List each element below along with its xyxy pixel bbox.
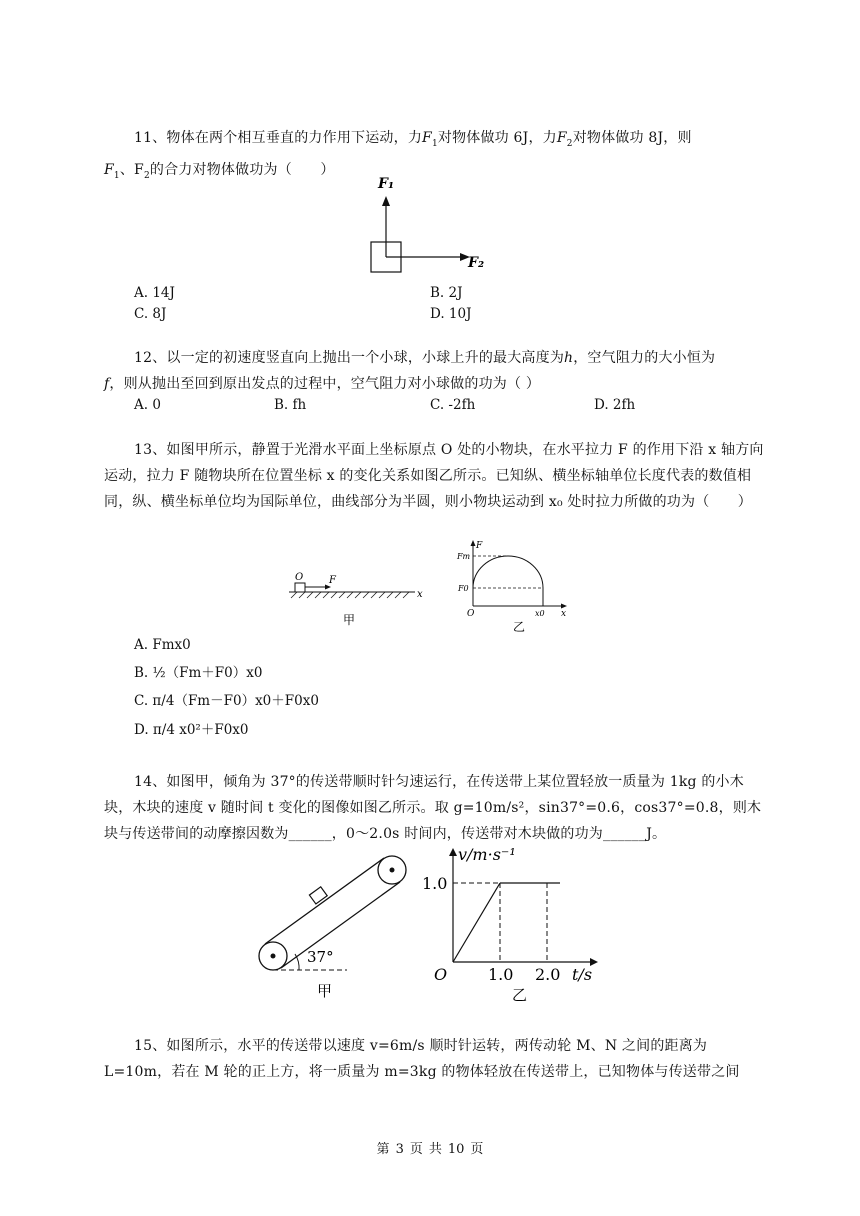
vt-x-axis-label: t/s: [572, 965, 593, 984]
q13-option-b[interactable]: B. ½（Fm＋F0）x0: [134, 665, 263, 681]
vt-y-axis-label: v/m·s⁻¹: [458, 845, 516, 864]
q13-option-a[interactable]: A. Fmx0: [134, 637, 191, 653]
question-11-text: 11、物体在两个相互垂直的力作用下运动，力$F_1$对物体做功 6J，力$F_2$对物体做功 8J，则 $F_1$、$F_2$的合力对物体做功为（ ）: [104, 130, 692, 181]
q14-figure-yi-vt-graph: [420, 838, 605, 1003]
f1-label: F₁: [378, 176, 395, 192]
total-page-count: 10: [447, 1142, 465, 1157]
yi-x-axis-label: x: [561, 609, 567, 619]
yi-f0-label: F0: [458, 584, 469, 593]
vt-y-tick: 1.0: [422, 874, 448, 893]
q11-force-diagram: [360, 170, 500, 280]
current-page-number: 3: [395, 1142, 404, 1157]
q12-option-b[interactable]: B. fh: [274, 397, 307, 413]
question-13-text: 13、如图甲所示，静置于光滑水平面上坐标原点 O 处的小物块，在水平拉力 F 的作用下沿 x 轴方向运动，拉力 F 随物块所在位置坐标 x 的变化关系如图乙所示。已知纵、横坐标轴单位长度代表的数值相同，纵、横坐标单位均为国际单位，曲线部分为半圆，则小物块运动到 x₀ 处时拉力所做的功为（ ）: [104, 442, 764, 510]
q11-option-a[interactable]: A. 14J: [134, 285, 175, 301]
yi-origin-label: O: [467, 609, 475, 619]
yi-fm-label: Fm: [457, 552, 471, 561]
jia-caption: 甲: [343, 613, 356, 627]
jia-x-label: x: [417, 589, 423, 600]
q14-figure-jia: [255, 852, 415, 1002]
vt-x-tick-2: 2.0: [535, 965, 561, 984]
q13-figure-yi: [455, 538, 575, 633]
q12-option-a[interactable]: A. 0: [134, 397, 161, 413]
vt-x-tick-1: 1.0: [488, 965, 514, 984]
question-12-text: 12、以一定的初速度竖直向上抛出一个小球，小球上升的最大高度为h，空气阻力的大小恒为 f，则从抛出至回到原出发点的过程中，空气阻力对小球做的功为（ ）: [104, 350, 716, 392]
vt-caption: 乙: [512, 986, 528, 1004]
q11-option-d[interactable]: D. 10J: [430, 306, 472, 322]
q13-figure-jia: [285, 570, 430, 630]
yi-f-axis-label: F: [476, 541, 483, 551]
jia-origin-label: O: [295, 572, 304, 583]
belt-caption: 甲: [317, 982, 333, 1000]
vt-origin-label: O: [434, 965, 448, 984]
page-footer: 第 3 页 共 10 页: [376, 1142, 484, 1157]
yi-x0-label: x0: [535, 609, 545, 618]
jia-force-label: F: [329, 575, 336, 586]
yi-caption: 乙: [513, 620, 526, 634]
angle-label: 37°: [307, 948, 334, 966]
q11-option-c[interactable]: C. 8J: [134, 306, 167, 322]
q12-option-d[interactable]: D. 2fh: [594, 397, 636, 413]
f2-label: F₂: [468, 255, 485, 271]
question-14-text: 14、如图甲，倾角为 37°的传送带顺时针匀速运行，在传送带上某位置轻放一质量为 1kg 的小木块，木块的速度 v 随时间 t 变化的图像如图乙所示。取 g=10m/s²，sin37°=0.6，cos37°=0.8，则木块与传送带间的动摩擦因数为______，0～2.0s 时间内，传送带对木块做的功为______J。: [104, 774, 762, 842]
q11-option-b[interactable]: B. 2J: [430, 285, 463, 301]
question-15-text: 15、如图所示，水平的传送带以速度 v=6m/s 顺时针运转，两传动轮 M、N 之间的距离为 L=10m，若在 M 轮的正上方，将一质量为 m=3kg 的物体轻放在传送带上，已知物体与传送带之间: [104, 1038, 740, 1080]
q12-option-c[interactable]: C. -2fh: [430, 397, 476, 413]
q13-option-c[interactable]: C. π/4（Fm－F0）x0＋F0x0: [134, 693, 319, 709]
q13-option-d[interactable]: D. π/4 x0²＋F0x0: [134, 722, 249, 738]
